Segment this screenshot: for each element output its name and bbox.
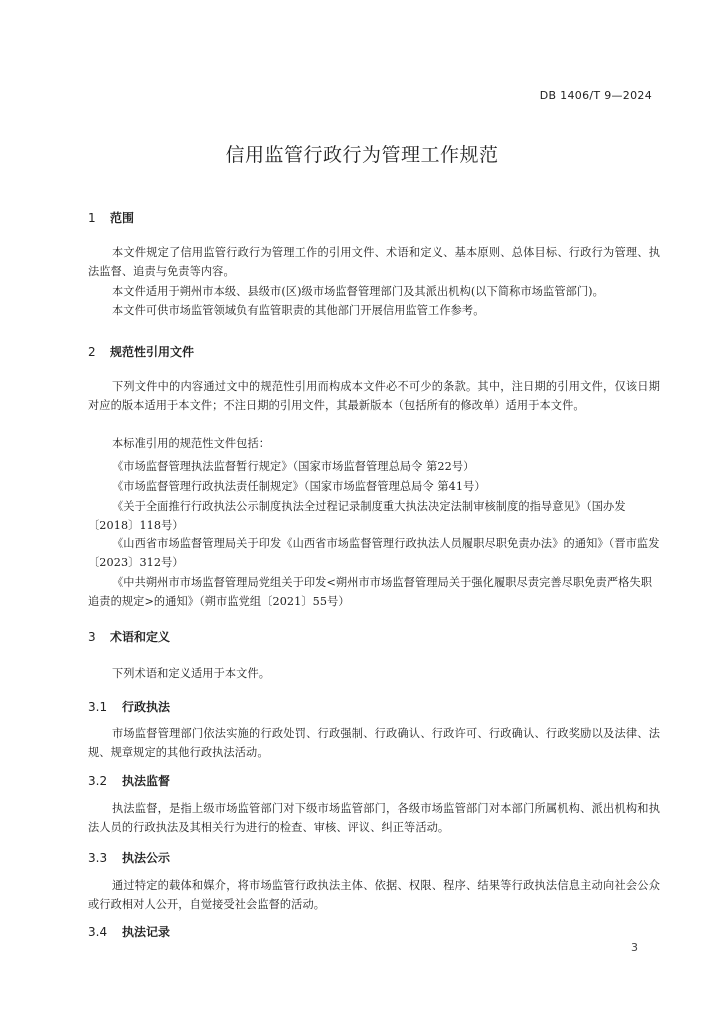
term-definition: 执法监督，是指上级市场监管部门对下级市场监管部门，各级市场监管部门对本部门所属机构、派出机构和执法人员的行政执法及其相关行为进行的检查、审核、评议、纠正等活动。 [88,802,660,834]
section-title: 规范性引用文件 [110,345,195,359]
page-title: 信用监管行政行为管理工作规范 [225,144,499,166]
term-3-2-heading [88,772,170,789]
reference-item: 《山西省市场监督管理局关于印发《山西省市场监督管理行政执法人员履职尽职免责办法》的通知》（晋市监发〔2023〕312号） [88,537,660,569]
paragraph: 本文件可供市场监管领域负有监管职责的其他部门开展信用监管工作参考。 [112,304,485,317]
term-name: 执法记录 [122,925,171,939]
term-3-3-heading [88,849,170,866]
reference-item: 《市场监督管理执法监督暂行规定》（国家市场监督管理总局令 第22号） [112,460,475,473]
section-title: 术语和定义 [110,630,171,644]
term-3-4-heading [88,923,170,940]
paragraph: 本文件规定了信用监管行政行为管理工作的引用文件、术语和定义、基本原则、总体目标、行政行为管理、执法监督、追责与免责等内容。 [88,246,660,278]
paragraph: 本文件适用于朔州市本级、县级市(区)级市场监督管理部门及其派出机构(以下简称市场监管部门)。 [112,285,604,298]
term-name: 行政执法 [122,700,171,714]
paragraph: 下列文件中的内容通过文中的规范性引用而构成本文件必不可少的条款。其中，注日期的引用文件，仅该日期对应的版本适用于本文件；不注日期的引用文件，其最新版本（包括所有的修改单）适用于本文件。 [88,380,660,412]
section-3-heading [88,628,170,645]
term-definition: 市场监督管理部门依法实施的行政处罚、行政强制、行政确认、行政许可、行政确认、行政奖励以及法律、法规、规章规定的其他行政执法活动。 [88,727,660,759]
section-number: 2 [88,345,96,359]
section-title: 范围 [110,211,135,225]
document-id: DB 1406/T 9—2024 [539,89,652,102]
term-number: 3.4 [88,925,108,939]
term-number: 3.1 [88,700,108,714]
section-2-heading [88,343,194,360]
section-1-heading [88,209,134,226]
reference-item: 《中共朔州市市场监督管理局党组关于印发<朔州市市场监督管理局关于强化履职尽责完善尽职免责严格失职追责的规定>的通知》（朔市监党组〔2021〕55号） [88,576,652,608]
page-number: 3 [631,941,638,954]
paragraph: 本标准引用的规范性文件包括： [112,437,271,450]
term-number: 3.2 [88,774,108,788]
term-definition: 通过特定的载体和媒介，将市场监管行政执法主体、依据、权限、程序、结果等行政执法信息主动向社会公众或行政相对人公开，自觉接受社会监督的活动。 [88,879,660,911]
term-number: 3.3 [88,851,108,865]
section-number: 1 [88,211,96,225]
reference-item: 《市场监督管理行政执法责任制规定》（国家市场监督管理总局令 第41号） [112,480,486,493]
section-number: 3 [88,630,96,644]
term-name: 执法监督 [122,774,171,788]
term-name: 执法公示 [122,851,171,865]
paragraph: 下列术语和定义适用于本文件。 [112,667,271,680]
reference-item: 《关于全面推行行政执法公示制度执法全过程记录制度重大执法决定法制审核制度的指导意见》（国办发〔2018〕118号） [88,500,626,532]
term-3-1-heading [88,698,170,715]
